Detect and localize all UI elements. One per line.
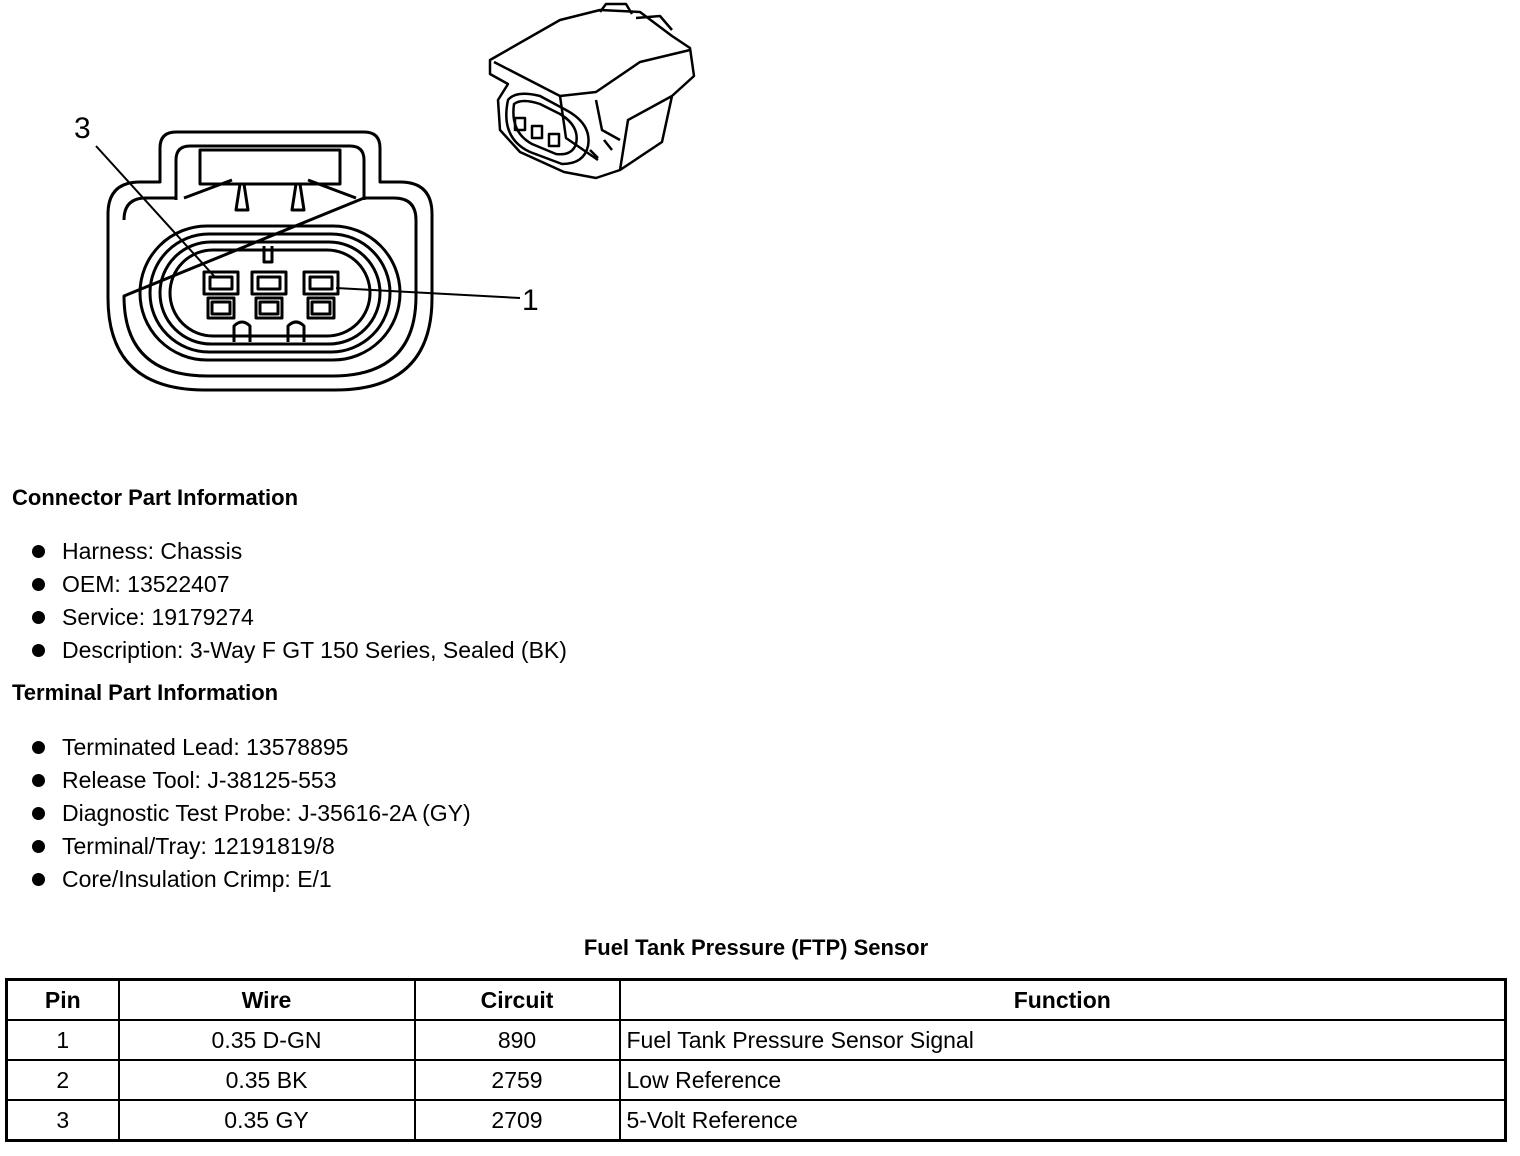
cell-wire: 0.35 D-GN	[119, 1020, 415, 1060]
cell-pin: 1	[7, 1020, 119, 1060]
list-item: Release Tool: J-38125-553	[32, 764, 471, 797]
list-item: Terminated Lead: 13578895	[32, 731, 471, 764]
list-item: Harness: Chassis	[32, 535, 567, 568]
list-item: Service: 19179274	[32, 601, 567, 634]
connector-part-information-heading: Connector Part Information	[12, 485, 299, 510]
cell-circuit: 2759	[415, 1060, 620, 1100]
table-header-row	[7, 980, 1506, 1021]
connector-isometric-view	[490, 4, 694, 178]
table-row	[7, 1100, 1506, 1141]
cell-function: 5-Volt Reference	[620, 1100, 1506, 1141]
pin-1-leader-line	[336, 288, 520, 298]
pinout-table	[5, 978, 1507, 1142]
cell-wire: 0.35 BK	[119, 1060, 415, 1100]
column-header-pin: Pin	[7, 980, 119, 1021]
connector-part-information-list	[32, 535, 567, 667]
connector-diagram	[0, 0, 760, 420]
cell-circuit: 890	[415, 1020, 620, 1060]
list-item: Core/Insulation Crimp: E/1	[32, 863, 471, 896]
pinout-table-title: Fuel Tank Pressure (FTP) Sensor	[583, 935, 929, 960]
table-row	[7, 1020, 1506, 1060]
connector-face-drawing	[0, 0, 760, 420]
column-header-wire: Wire	[119, 980, 415, 1021]
cell-function: Low Reference	[620, 1060, 1506, 1100]
cell-wire: 0.35 GY	[119, 1100, 415, 1141]
list-item: Description: 3-Way F GT 150 Series, Sealed (BK)	[32, 634, 567, 667]
table-row	[7, 1060, 1506, 1100]
terminal-part-information-heading: Terminal Part Information	[12, 680, 279, 705]
pin-1-callout: 1	[522, 284, 539, 317]
column-header-circuit: Circuit	[415, 980, 620, 1021]
cell-circuit: 2709	[415, 1100, 620, 1141]
column-header-function: Function	[620, 980, 1506, 1021]
cell-pin: 2	[7, 1060, 119, 1100]
pin-3-leader-line	[96, 146, 214, 276]
cell-pin: 3	[7, 1100, 119, 1141]
list-item: Terminal/Tray: 12191819/8	[32, 830, 471, 863]
list-item: Diagnostic Test Probe: J-35616-2A (GY)	[32, 797, 471, 830]
pin-3-callout: 3	[74, 112, 91, 145]
terminal-part-information-list	[32, 731, 471, 896]
list-item: OEM: 13522407	[32, 568, 567, 601]
cell-function: Fuel Tank Pressure Sensor Signal	[620, 1020, 1506, 1060]
